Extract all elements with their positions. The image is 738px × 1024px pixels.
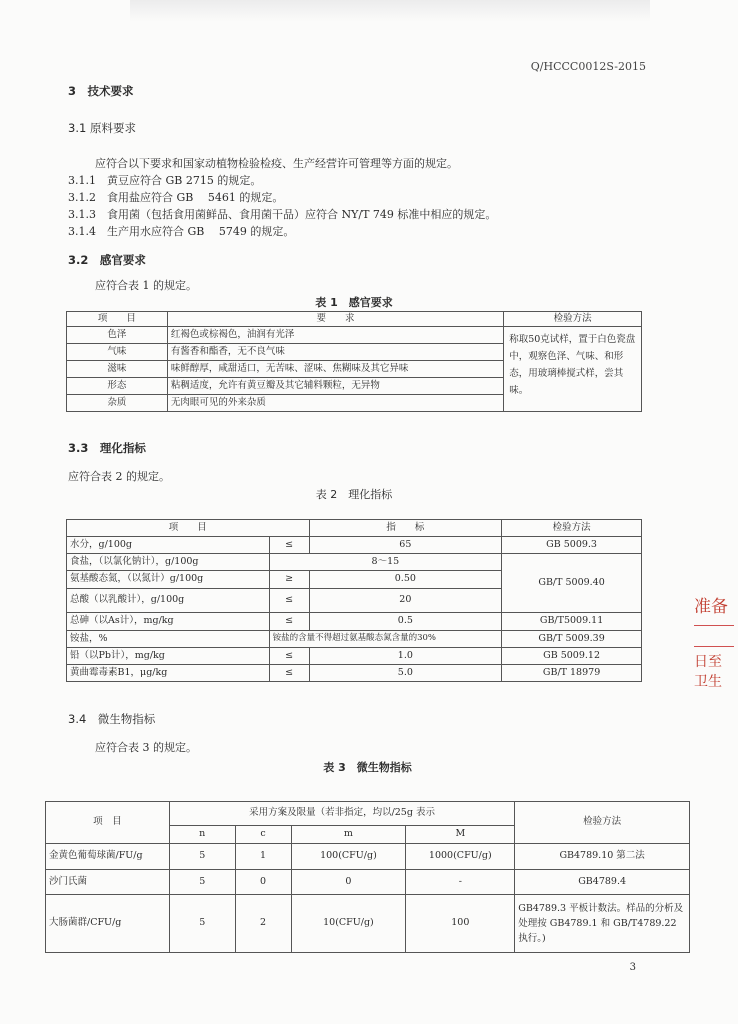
table-cell: GB/T 18979 xyxy=(502,665,642,682)
stamp-line xyxy=(694,646,734,647)
table-cell: 金黄色葡萄球菌/FU/g xyxy=(46,844,170,870)
table-header: 采用方案及限量（若非指定，均以/25g 表示 xyxy=(169,802,514,826)
sensory-table xyxy=(66,311,642,412)
table-cell: 氨基酸态氮，（以氮计）g/100g xyxy=(67,571,270,589)
list-item: 3.1.2 食用盐应符合 GB 5461 的规定。 xyxy=(68,191,284,204)
paragraph: 应符合表 1 的规定。 xyxy=(95,279,197,292)
list-item: 3.1.3 食用菌（包括食用菌鲜品、食用菌干品）应符合 NY/T 749 标准中相应的规定。 xyxy=(68,208,497,221)
list-item: 3.1.1 黄豆应符合 GB 2715 的规定。 xyxy=(68,174,262,187)
table-cell: 5 xyxy=(169,895,235,953)
table-cell: 1 xyxy=(235,844,291,870)
table-cell: 杂质 xyxy=(67,395,168,412)
document-number: Q/HCCC0012S-2015 xyxy=(530,60,646,73)
table-cell: 色泽 xyxy=(67,327,168,344)
table-header: c xyxy=(235,826,291,844)
table-cell: 0.50 xyxy=(309,571,502,589)
table-cell: 0 xyxy=(235,870,291,895)
table-header: 检验方法 xyxy=(515,802,690,844)
table-cell: GB4789.10 第二法 xyxy=(515,844,690,870)
table-cell: GB/T 5009.40 xyxy=(502,554,642,613)
table-cell: 10(CFU/g) xyxy=(291,895,406,953)
paragraph: 应符合以下要求和国家动植物检验检疫、生产经营许可管理等方面的规定。 xyxy=(95,157,458,170)
table-header: n xyxy=(169,826,235,844)
subsection-title: 3.2 感官要求 xyxy=(68,253,146,267)
table-cell: GB 5009.12 xyxy=(502,648,642,665)
table-header: 要 求 xyxy=(167,312,503,327)
table-cell: 气味 xyxy=(67,344,168,361)
table-cell: 铅（以Pb计），mg/kg xyxy=(67,648,270,665)
subsection-title: 3.4 微生物指标 xyxy=(68,712,156,726)
table-title: 表 3 微生物指标 xyxy=(323,761,412,774)
table-cell: 65 xyxy=(309,537,502,554)
table-cell: 有酱香和酯香，无不良气味 xyxy=(167,344,503,361)
table-cell: GB/T 5009.39 xyxy=(502,631,642,648)
table-cell: 20 xyxy=(309,589,502,613)
table-cell: 铵盐的含量不得超过氨基酸态氮含量的30% xyxy=(269,631,502,648)
table-cell: ≥ xyxy=(269,571,309,589)
paragraph: 应符合表 3 的规定。 xyxy=(95,741,197,754)
table-title: 表 1 感官要求 xyxy=(315,296,393,309)
table-cell: 称取50克试样，置于白色瓷盘中，观察色泽、气味、和形态，用玻璃棒搅式样，尝其味。 xyxy=(504,327,642,412)
table-title: 表 2 理化指标 xyxy=(315,488,393,501)
table-cell: 5 xyxy=(169,870,235,895)
table-cell: GB4789.3 平板计数法。样品的分析及处理按 GB4789.1 和 GB/T4789.22 执行。) xyxy=(515,895,690,953)
table-cell: 铵盐，% xyxy=(67,631,270,648)
table-cell: 0.5 xyxy=(309,613,502,631)
table-cell: 滋味 xyxy=(67,361,168,378)
table-header: 指 标 xyxy=(309,520,502,537)
table-cell: 1000(CFU/g) xyxy=(406,844,515,870)
table-header: 检验方法 xyxy=(502,520,642,537)
physicochemical-table xyxy=(66,519,642,682)
table-cell: 5.0 xyxy=(309,665,502,682)
table-cell: 100(CFU/g) xyxy=(291,844,406,870)
list-item: 3.1.4 生产用水应符合 GB 5749 的规定。 xyxy=(68,225,295,238)
table-cell: ≤ xyxy=(269,665,309,682)
table-cell: 无肉眼可见的外来杂质 xyxy=(167,395,503,412)
table-cell: 黄曲霉毒素B1，μg/kg xyxy=(67,665,270,682)
stamp-line xyxy=(694,625,734,626)
table-cell: 总酸（以乳酸计），g/100g xyxy=(67,589,270,613)
table-cell: ≤ xyxy=(269,537,309,554)
table-cell: GB4789.4 xyxy=(515,870,690,895)
table-cell: 0 xyxy=(291,870,406,895)
stamp-text: 日至 xyxy=(694,654,722,670)
table-header: 项 目 xyxy=(67,520,310,537)
table-cell: 2 xyxy=(235,895,291,953)
table-header: m xyxy=(291,826,406,844)
table-cell: 100 xyxy=(406,895,515,953)
table-cell: GB 5009.3 xyxy=(502,537,642,554)
table-cell: GB/T5009.11 xyxy=(502,613,642,631)
table-cell: ≤ xyxy=(269,589,309,613)
table-cell: 食盐，（以氯化钠计），g/100g xyxy=(67,554,270,571)
stamp-text: 准备 xyxy=(694,597,728,617)
table-cell: 8～15 xyxy=(269,554,502,571)
table-cell: 大肠菌群/CFU/g xyxy=(46,895,170,953)
table-cell: 味鲜醇厚，咸甜适口，无苦味、涩味、焦糊味及其它异味 xyxy=(167,361,503,378)
table-cell: ≤ xyxy=(269,613,309,631)
subsection-title: 3.3 理化指标 xyxy=(68,441,146,455)
table-header: 项 目 xyxy=(46,802,170,844)
paragraph: 应符合表 2 的规定。 xyxy=(68,470,170,483)
table-cell: 粘稠适度，允许有黄豆瓣及其它辅料颗粒，无异物 xyxy=(167,378,503,395)
table-cell: 1.0 xyxy=(309,648,502,665)
table-header: 检验方法 xyxy=(504,312,642,327)
table-cell: - xyxy=(406,870,515,895)
scan-artifact xyxy=(130,0,650,22)
table-cell: 形态 xyxy=(67,378,168,395)
section-title: 3 技术要求 xyxy=(68,84,134,98)
table-cell: 总砷（以As计），mg/kg xyxy=(67,613,270,631)
table-cell: 5 xyxy=(169,844,235,870)
microbial-table xyxy=(45,801,690,953)
page-number: 3 xyxy=(629,962,636,973)
subsection-title: 3.1 原料要求 xyxy=(68,121,136,135)
table-cell: 沙门氏菌 xyxy=(46,870,170,895)
red-stamp xyxy=(694,592,738,691)
table-cell: ≤ xyxy=(269,648,309,665)
table-header: 项 目 xyxy=(67,312,168,327)
table-cell: 红褐色或棕褐色，油润有光泽 xyxy=(167,327,503,344)
table-cell: 水分，g/100g xyxy=(67,537,270,554)
table-header: M xyxy=(406,826,515,844)
stamp-text: 卫生 xyxy=(694,674,722,690)
